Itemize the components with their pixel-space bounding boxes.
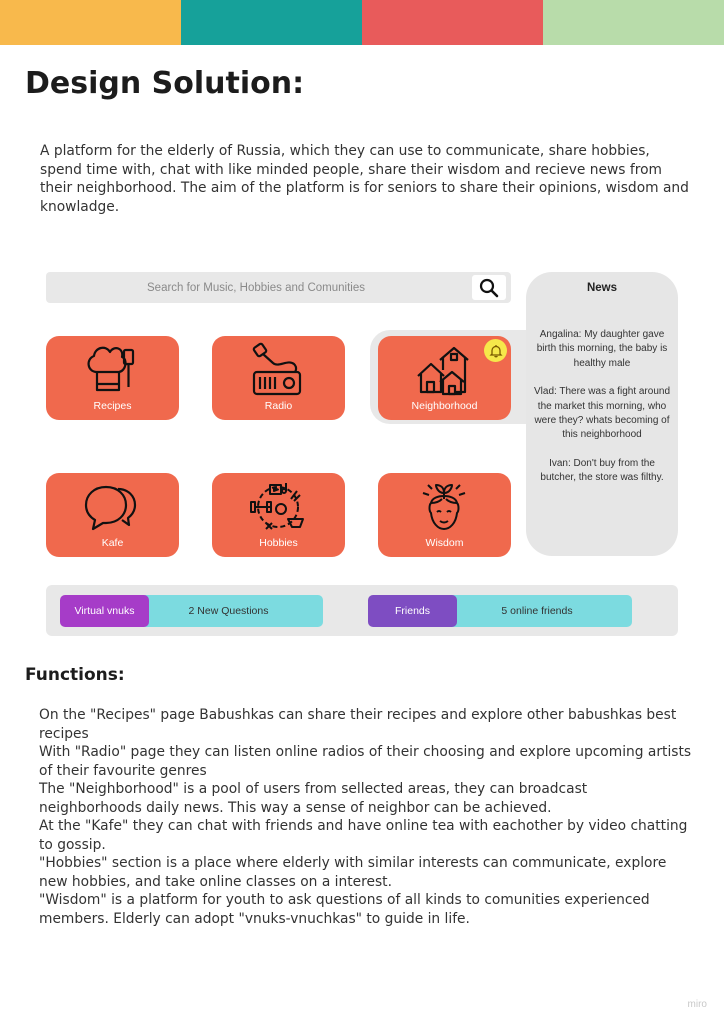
news-title: News: [586, 282, 618, 294]
intro-paragraph: A platform for the elderly of Russia, which they can use to communicate, share hobbies, spend time with, chat with like minded people, share their wisdom and recieve news from their neighborhood. The aim of the platform is for seniors to share their opinions, wisdom and knowladge.: [40, 143, 689, 215]
search-input[interactable]: [46, 272, 466, 303]
tile-label: Hobbies: [259, 537, 298, 549]
notification-badge[interactable]: [484, 339, 507, 362]
news-list: [534, 328, 670, 500]
virtual-vnuks-button[interactable]: [60, 595, 149, 627]
news-item: Angalina: My daughter gave birth this morning, the baby is healthy male: [536, 329, 668, 369]
function-item: "Wisdom" is a platform for youth to ask questions of all kinds to comunities experienced members. Elderly can adopt "vnuks-vnuchkas" to guide in life.: [39, 892, 650, 927]
bell-icon: [489, 344, 503, 358]
search-bar: [46, 272, 511, 303]
page-title: Design Solution:: [25, 66, 305, 101]
houses-icon: [414, 342, 474, 398]
hobbies-icon: [248, 479, 308, 535]
stripe-teal: [181, 0, 362, 45]
stripe-red: [362, 0, 543, 45]
virtual-vnuks-label: Virtual vnuks: [74, 605, 135, 617]
miro-watermark: miro: [687, 999, 707, 1010]
head-growth-icon: [414, 479, 474, 535]
function-item: "Hobbies" section is a place where elderly with similar interests can communicate, explore new hobbies, and take online classes on a interest.: [39, 855, 667, 890]
tile-radio[interactable]: [212, 336, 345, 420]
function-item: On the "Recipes" page Babushkas can share their recipes and explore other babushkas best recipes: [39, 707, 677, 742]
chat-bubbles-icon: [82, 479, 142, 535]
tile-label: Kafe: [101, 537, 124, 549]
tile-wisdom[interactable]: [378, 473, 511, 557]
stripe-orange: [0, 0, 181, 45]
tile-label: Radio: [264, 400, 293, 412]
tile-recipes[interactable]: [46, 336, 179, 420]
radio-icon: [248, 342, 308, 398]
color-stripe-bar: [0, 0, 724, 45]
search-button[interactable]: [472, 275, 506, 300]
function-item: The "Neighborhood" is a pool of users from sellected areas, they can broadcast neighborhoods daily news. This way a sense of neighbor can be achieved.: [39, 781, 588, 816]
tile-label: Neighborhood: [411, 400, 478, 412]
search-icon: [479, 278, 499, 298]
functions-list: [39, 706, 694, 928]
new-questions-label: 2 New Questions: [188, 605, 269, 617]
friends-label: Friends: [394, 605, 430, 617]
news-item: Vlad: There was a fight around the market this morning, who were they? whats becoming of this neighborhood: [534, 386, 671, 441]
tile-hobbies[interactable]: [212, 473, 345, 557]
online-friends-label: 5 online friends: [501, 605, 573, 617]
functions-title: Functions:: [25, 665, 125, 685]
stripe-green: [543, 0, 724, 45]
news-item: Ivan: Don't buy from the butcher, the store was filthy.: [540, 458, 664, 484]
function-item: At the "Kafe" they can chat with friends and have online tea with eachother by video chatting to gossip.: [39, 818, 688, 853]
tile-label: Wisdom: [425, 537, 464, 549]
friends-button[interactable]: [368, 595, 457, 627]
online-friends-button[interactable]: [442, 595, 632, 627]
new-questions-button[interactable]: [134, 595, 323, 627]
chef-icon: [82, 342, 142, 398]
tile-kafe[interactable]: [46, 473, 179, 557]
tile-label: Recipes: [93, 400, 132, 412]
status-bar: [46, 585, 678, 636]
news-panel: [526, 272, 678, 556]
function-item: With "Radio" page they can listen online radios of their choosing and explore upcoming artists of their favourite genres: [39, 744, 692, 779]
